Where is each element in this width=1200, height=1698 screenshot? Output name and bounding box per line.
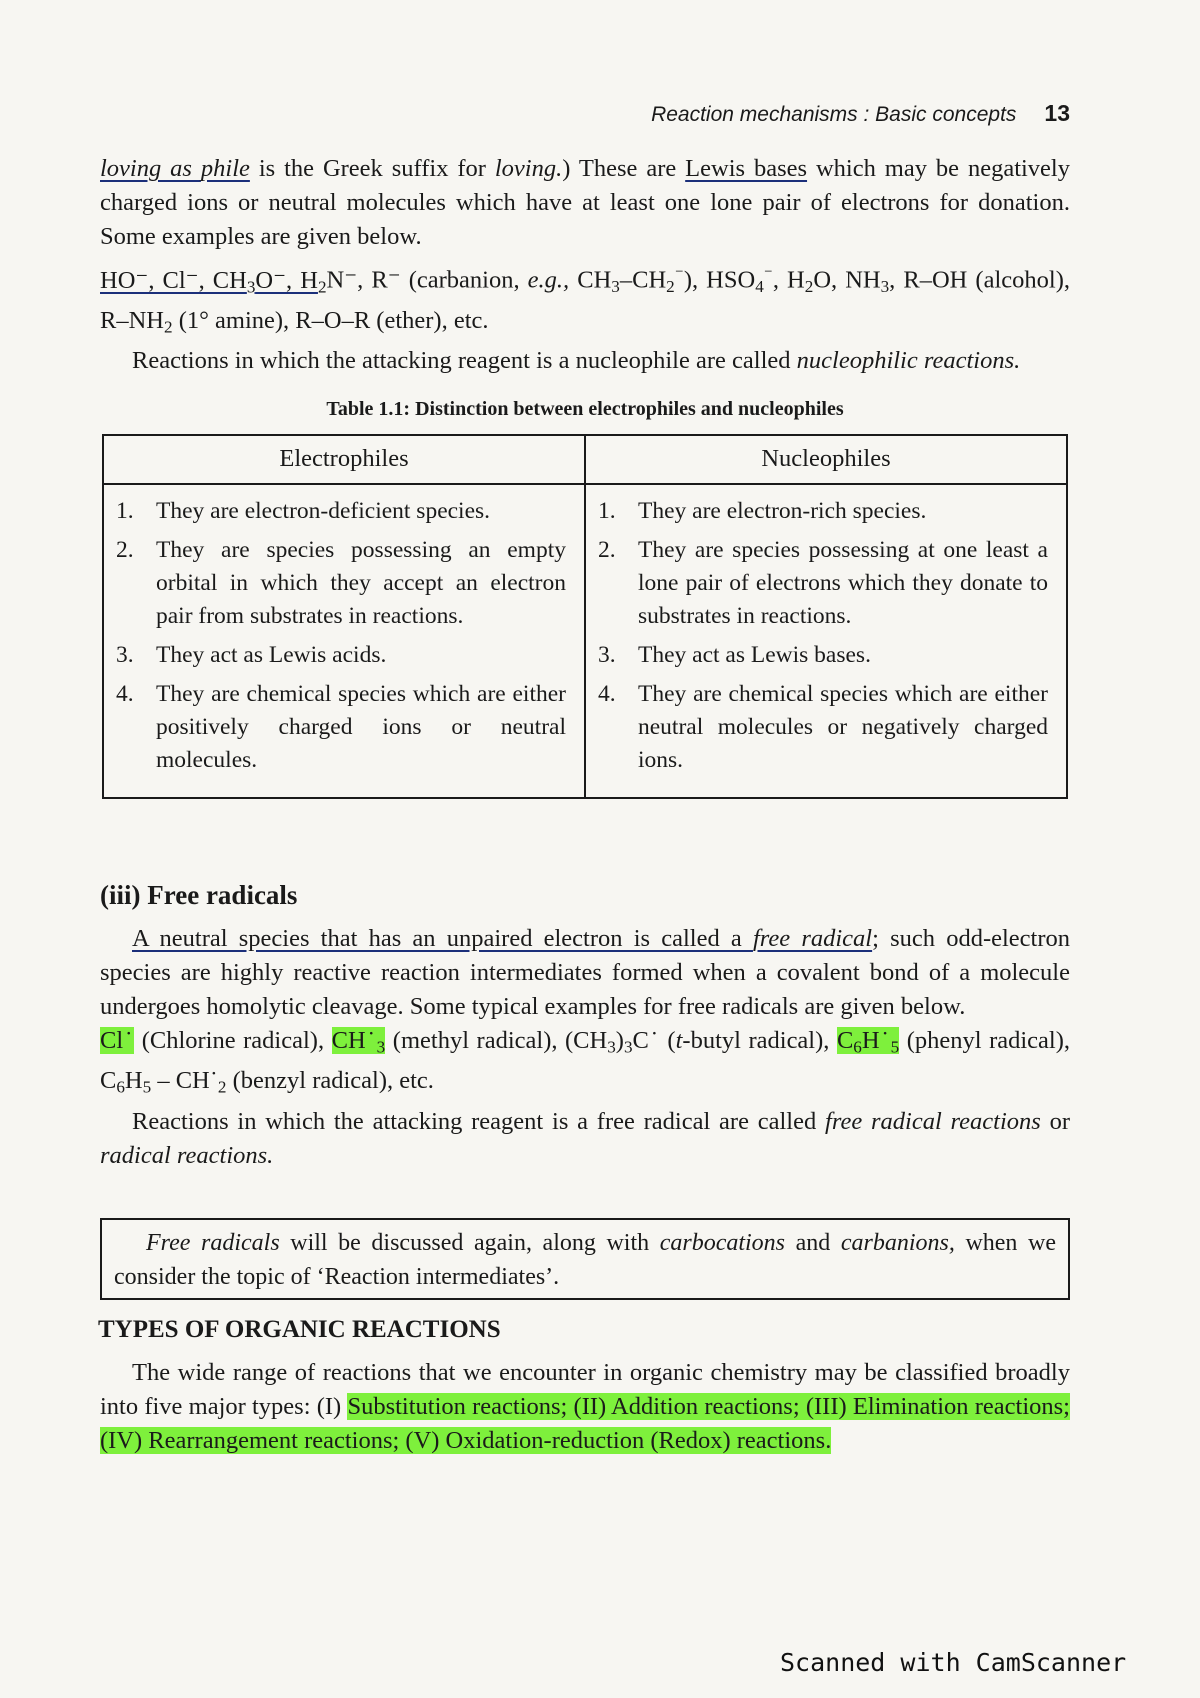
note-text: Free radicals will be discussed again, along with carbocations and carbanions, when we consider the topic of ‘Reaction intermediates’. — [114, 1230, 1056, 1290]
list-item: 3. They act as Lewis acids. — [116, 642, 387, 668]
nucleophile-definition: loving as phile is the Greek suffix for loving.) These are Lewis bases which may be negatively charged ions or neutral molecules which have at least one lone pair of electrons for donation. Some examples are given below. — [100, 155, 1070, 250]
types-text: The wide range of reactions that we encounter in organic chemistry may be classified broadly into five major types: (I) Substitution reactions; (II) Addition reactions; (III) Elimination reactions; (IV) Rearrangement reactions; (V) Oxidation-reduction (Redox) reactions. — [100, 1359, 1070, 1454]
free-radicals-heading: (iii) Free radicals — [100, 880, 298, 910]
radical-reactions-text: Reactions in which the attacking reagent is a free radical are called free radical reactions or radical reactions. — [100, 1107, 1070, 1169]
table-caption: Table 1.1: Distinction between electrophiles and nucleophiles — [326, 398, 844, 420]
free-radical-examples: Cl˙ (Chlorine radical), $CH˙_3$ (methyl radical), $(CH_3)_3C˙$ (t-butyl radical), $C_6H˙_5$ (phenyl radical), $C_6H_5$ – $CH˙_2$ (benzyl radical), etc. — [100, 1027, 1071, 1097]
types-heading: TYPES OF ORGANIC REACTIONS — [98, 1316, 501, 1343]
list-item: 4. They are chemical species which are either positively charged ions or neutral molecules. — [116, 681, 566, 773]
electrophiles-column — [103, 484, 585, 798]
free-radicals-section — [100, 922, 1070, 1173]
note-box — [100, 1218, 1070, 1300]
list-item: 4. They are chemical species which are either neutral molecules or negatively charged ions. — [598, 681, 1048, 773]
list-item: 2. They are species possessing an empty orbital in which they accept an electron pair from substrates in reactions. — [116, 537, 566, 629]
intro-section — [100, 152, 1070, 378]
scanner-watermark: Scanned with CamScanner — [780, 1648, 1127, 1677]
list-item: 3. They act as Lewis bases. — [598, 642, 871, 668]
list-item: 1. They are electron-deficient species. — [116, 498, 491, 524]
free-radical-definition: A neutral species that has an unpaired electron is called a free radical; such odd-electron species are highly reactive reaction intermediates formed when a covalent bond of a molecule undergoes homolytic cleavage. Some typical examples for free radicals are given below. — [100, 925, 1070, 1020]
list-item: 1. They are electron-rich species. — [598, 498, 927, 524]
header-electrophiles: Electrophiles — [103, 435, 585, 484]
page-number: 13 — [1044, 100, 1070, 126]
nucleophiles-column — [585, 484, 1067, 798]
nucleophilic-reactions-text: Reactions in which the attacking reagent is a nucleophile are called nucleophilic reactions. — [132, 347, 1021, 375]
distinction-table — [102, 434, 1068, 799]
page-header — [600, 100, 1070, 127]
types-section — [100, 1356, 1070, 1458]
header-nucleophiles: Nucleophiles — [585, 435, 1067, 484]
nucleophile-examples: HO⁻, Cl⁻, $CH_3O^-$, $H_2N^-$, R⁻ (carbanion, e.g., $CH_3-CH_2^{^-}$), $HSO_4^{^-}$, $H_2O$, $NH_3$, R–OH (alcohol), $R-NH_2$ (1° amine), R–O–R (ether), etc. — [100, 265, 1070, 337]
list-item: 2. They are species possessing at one least a lone pair of electrons which they donate to substrates in reactions. — [598, 537, 1048, 629]
running-title: Reaction mechanisms : Basic concepts — [651, 103, 1017, 126]
